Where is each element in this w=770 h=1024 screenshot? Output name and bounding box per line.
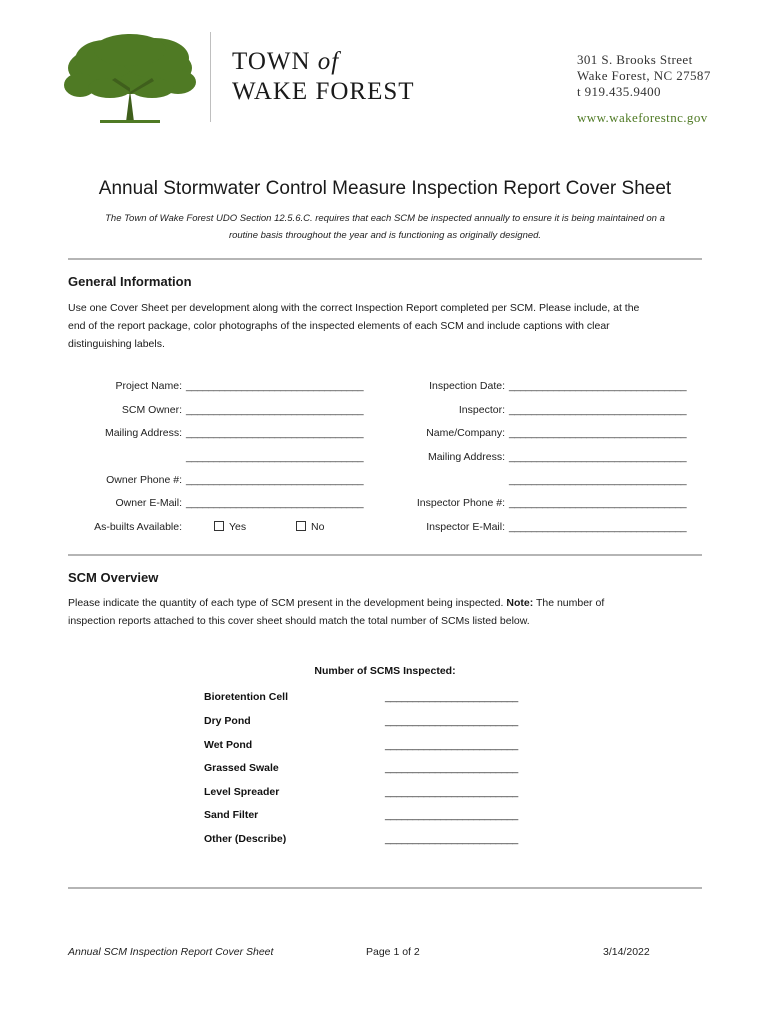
scm-count-field[interactable]: ________________________ [385,786,518,798]
project-name-label: Project Name: [115,380,182,392]
scm-type-label: Grassed Swale [204,762,279,774]
header-divider [210,32,211,122]
section-divider [68,887,702,889]
owner-mailing-address-field[interactable]: ________________________________ [186,427,364,439]
scm-count-heading: Number of SCMS Inspected: [314,665,456,677]
scm-overview-text: Please indicate the quantity of each type of SCM present in the development being inspected. Note: The number of inspection reports attached to this cover sheet should match the total number of SCMs listed below. [68,597,605,627]
footer-page-number: Page 1 of 2 [366,946,420,958]
scm-count-field[interactable]: ________________________ [385,762,518,774]
owner-email-field[interactable]: ________________________________ [186,497,364,509]
inspector-email-field[interactable]: ________________________________ [509,521,687,533]
inspector-mailing-address-field-2[interactable]: ________________________________ [509,474,687,486]
scm-type-label: Dry Pond [204,715,251,727]
scm-type-label: Wet Pond [204,739,253,751]
scm-count-field[interactable]: ________________________ [385,715,518,727]
footer-date: 3/14/2022 [603,946,650,958]
scm-type-label: Level Spreader [204,786,280,798]
scm-count-field[interactable]: ________________________ [385,691,518,703]
owner-phone-field[interactable]: ________________________________ [186,474,364,486]
town-name-line1: TOWN of [232,48,340,75]
inspector-mailing-address-field[interactable]: ________________________________ [509,451,687,463]
name-company-field[interactable]: ________________________________ [509,427,687,439]
inspection-date-label: Inspection Date: [429,380,505,392]
general-information-heading: General Information [68,274,192,289]
intro-text: The Town of Wake Forest UDO Section 12.5.6.C. requires that each SCM be inspected annually to ensure it is being maintained on a routine basis throughout the year and is functioning as originally designed. [105,213,665,241]
address-street: 301 S. Brooks Street [577,52,693,67]
as-builts-yes-checkbox[interactable]: Yes [214,521,246,533]
section-divider [68,258,702,260]
owner-phone-label: Owner Phone #: [106,474,182,486]
project-name-field[interactable]: ________________________________ [186,380,364,392]
inspector-label: Inspector: [458,404,505,416]
town-name-line2: WAKE FOREST [232,78,415,105]
scm-type-label: Bioretention Cell [204,691,289,703]
scm-count-field[interactable]: ________________________ [385,739,518,751]
address-phone: t 919.435.9400 [577,84,661,99]
inspector-phone-field[interactable]: ________________________________ [509,497,687,509]
address-city: Wake Forest, NC 27587 [577,68,711,83]
owner-mailing-address-label: Mailing Address: [104,427,182,439]
scm-owner-label: SCM Owner: [121,404,182,416]
general-information-text: Use one Cover Sheet per development along with the correct Inspection Report completed per SCM. Please include, at the end of the report package, color photographs of the inspected elements of each SCM and include captions with clear distinguishing labels. [68,302,640,350]
owner-mailing-address-field-2[interactable]: ________________________________ [186,451,364,463]
page-title: Annual Stormwater Control Measure Inspection Report Cover Sheet [98,178,672,199]
inspection-date-field[interactable]: ________________________________ [509,380,687,392]
section-divider [68,554,702,556]
owner-email-label: Owner E-Mail: [115,497,182,509]
website-link[interactable]: www.wakeforestnc.gov [577,110,708,125]
scm-overview-heading: SCM Overview [68,570,159,585]
scm-owner-field[interactable]: ________________________________ [186,404,364,416]
name-company-label: Name/Company: [426,427,505,439]
scm-count-field[interactable]: ________________________ [385,833,518,845]
town-tree-logo [60,30,200,126]
as-builts-no-checkbox[interactable]: No [296,521,324,533]
scm-type-label: Other (Describe) [204,833,287,845]
inspector-email-label: Inspector E-Mail: [426,521,505,533]
scm-count-field[interactable]: ________________________ [385,809,518,821]
footer-document-title: Annual SCM Inspection Report Cover Sheet [68,946,274,958]
inspector-mailing-address-label: Mailing Address: [427,451,505,463]
inspector-phone-label: Inspector Phone #: [416,497,505,509]
inspector-field[interactable]: ________________________________ [509,404,687,416]
as-builts-label: As-builts Available: [94,521,182,533]
scm-type-label: Sand Filter [204,809,259,821]
